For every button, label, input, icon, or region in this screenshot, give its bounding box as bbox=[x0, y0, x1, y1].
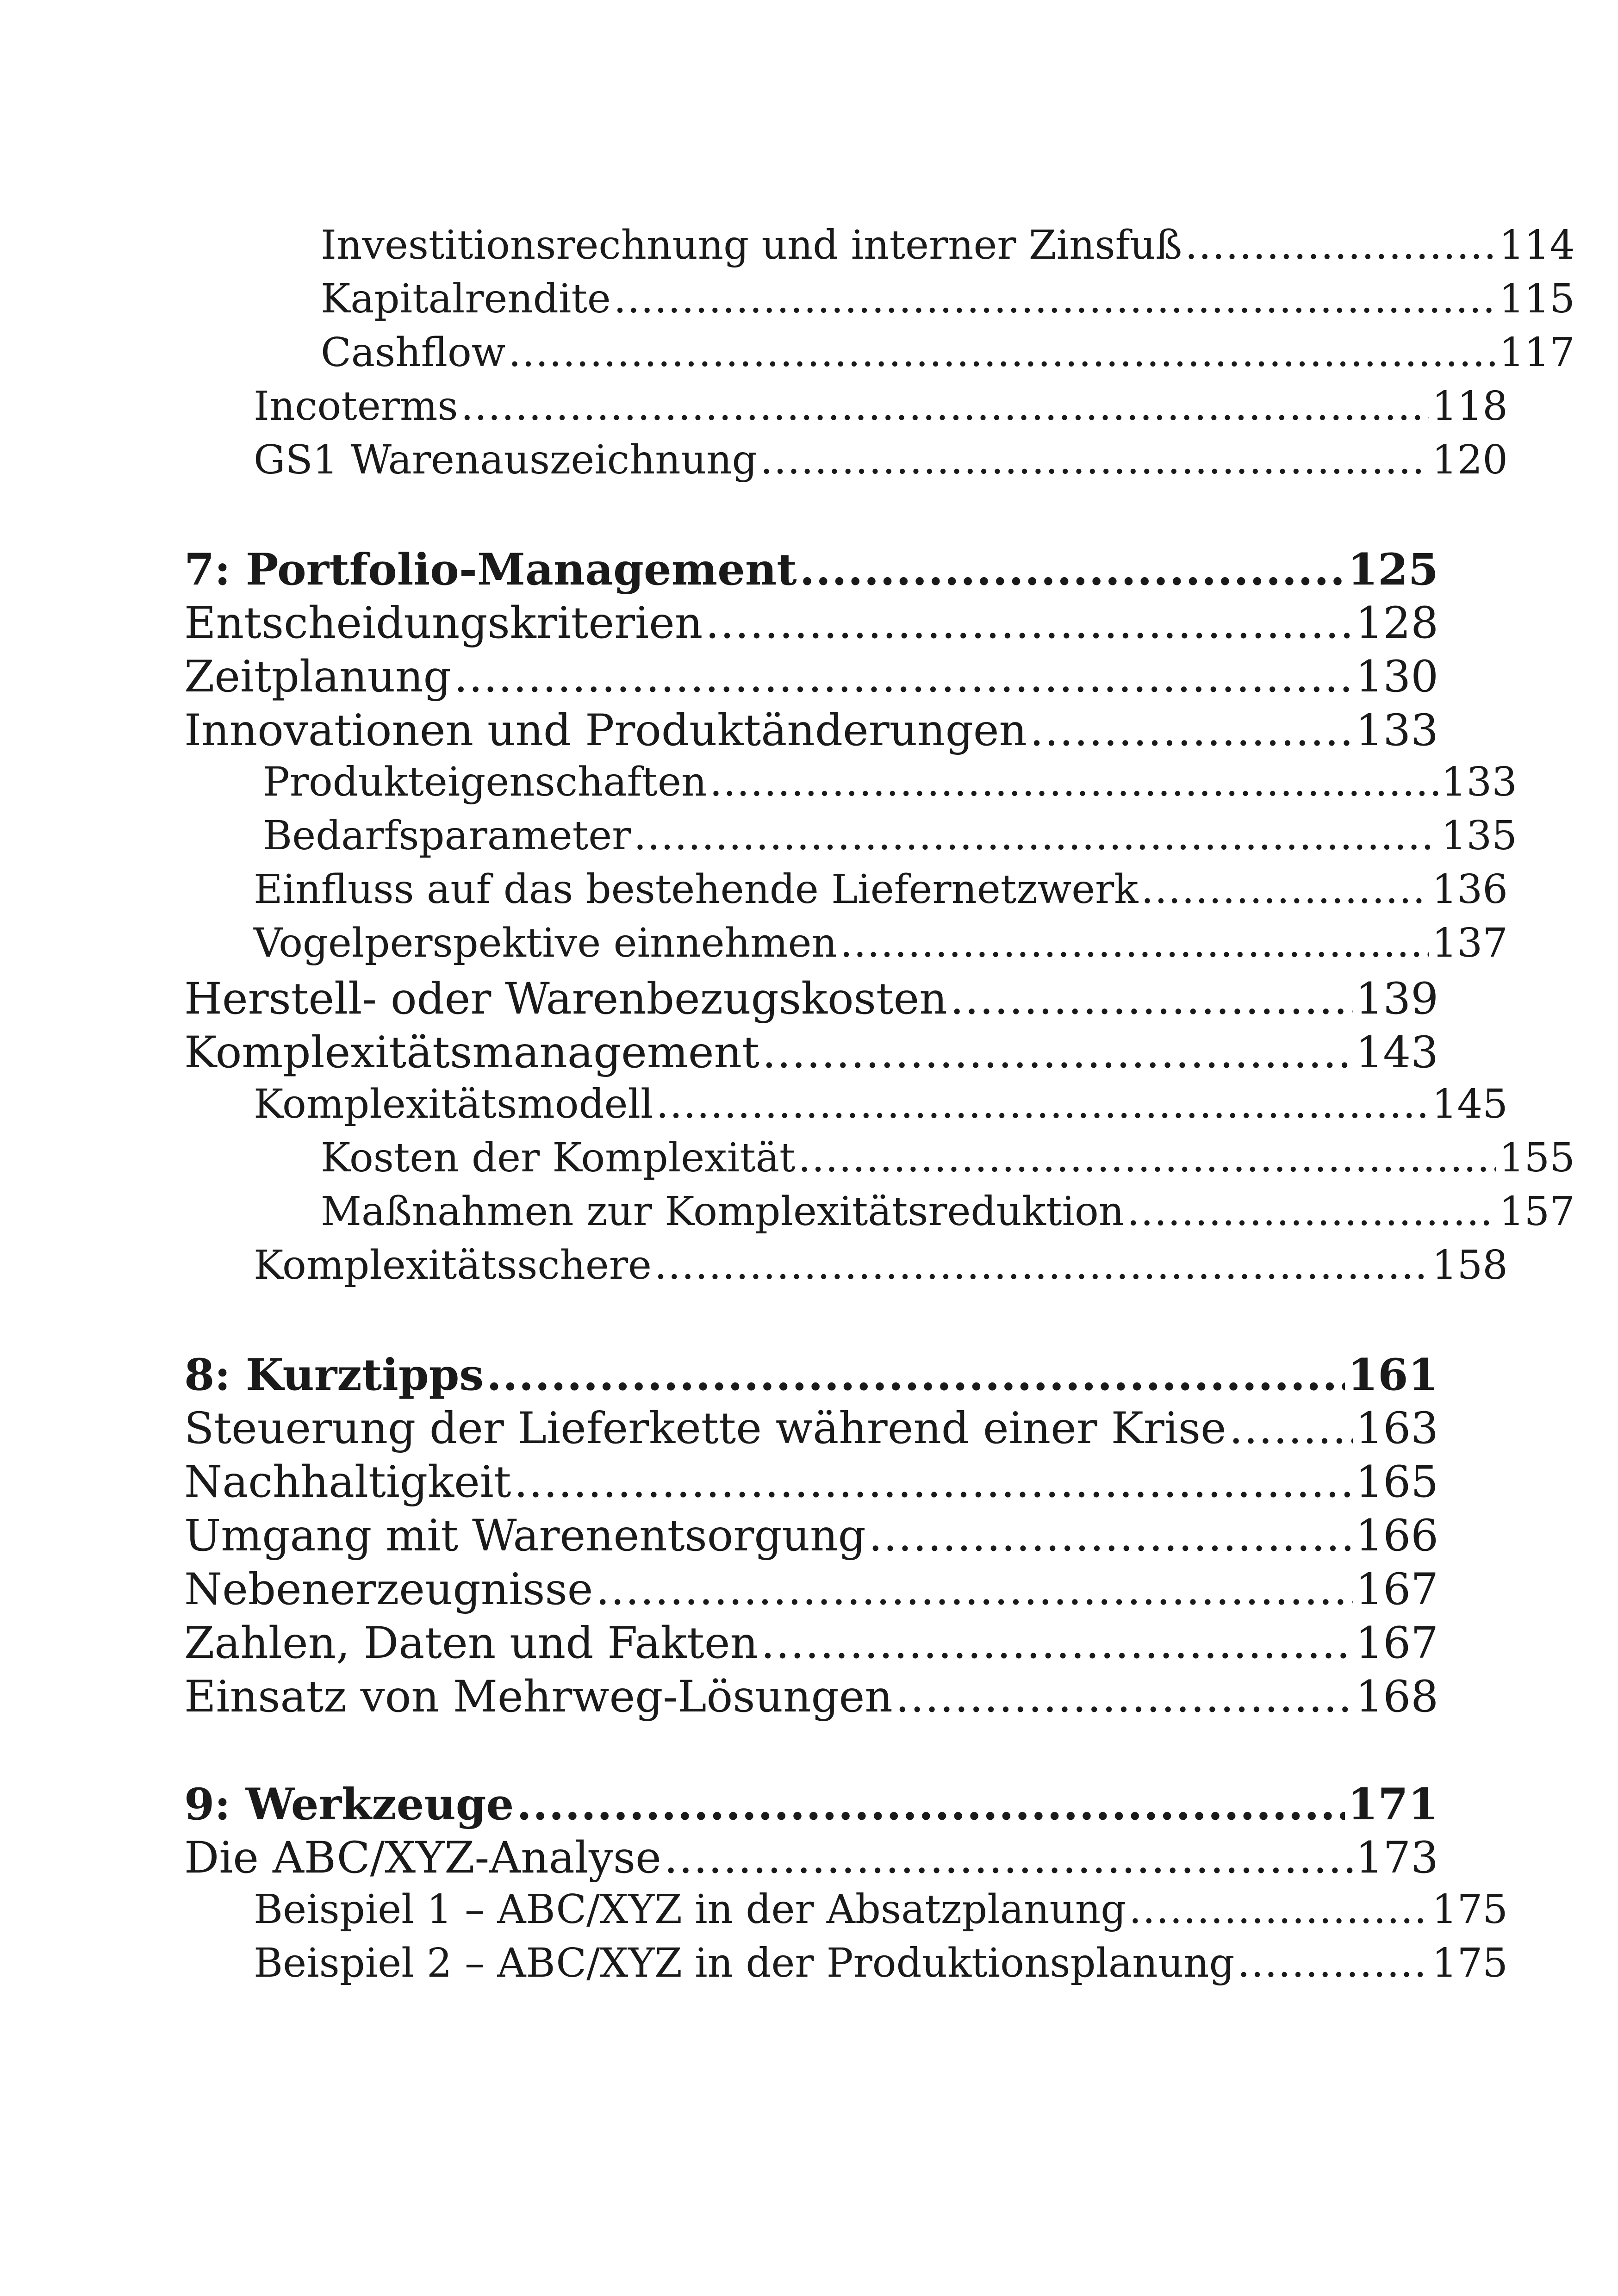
toc-entry-page: 175 bbox=[1431, 1940, 1508, 1986]
toc-entry-title: Incoterms bbox=[254, 383, 458, 429]
toc-entry-title: Vogelperspektive einnehmen bbox=[254, 920, 837, 966]
toc-entry bbox=[184, 1242, 1508, 1296]
toc-entry bbox=[184, 1081, 1508, 1135]
section-gap bbox=[184, 491, 1438, 544]
toc-entry-title: Kosten der Komplexität bbox=[321, 1135, 796, 1181]
toc-chapter bbox=[184, 1350, 1438, 1403]
toc-entry bbox=[184, 759, 1517, 813]
toc-entry-page: 136 bbox=[1431, 866, 1508, 913]
toc-entry-title: 9: Werkzeuge bbox=[184, 1779, 514, 1830]
toc-entry-title: 8: Kurztipps bbox=[184, 1350, 484, 1400]
toc-entry-title: Innovationen und Produktänderungen bbox=[184, 705, 1027, 756]
toc-entry bbox=[184, 866, 1508, 920]
dot-leader bbox=[517, 1779, 1345, 1830]
dot-leader bbox=[1229, 1403, 1353, 1454]
toc-entry bbox=[184, 383, 1508, 437]
dot-leader bbox=[614, 276, 1496, 322]
toc-entry-title: Komplexitätsschere bbox=[254, 1242, 652, 1288]
dot-leader bbox=[1141, 866, 1429, 913]
toc-entry bbox=[184, 1618, 1438, 1672]
toc-entry-page: 114 bbox=[1499, 222, 1575, 268]
section-gap bbox=[184, 1725, 1438, 1779]
toc-entry-page: 171 bbox=[1347, 1779, 1438, 1830]
toc-chapter bbox=[184, 1779, 1438, 1833]
toc-entry-page: 125 bbox=[1347, 544, 1438, 595]
toc-entry-page: 130 bbox=[1355, 652, 1438, 702]
toc-entry-page: 173 bbox=[1355, 1833, 1438, 1883]
toc-entry-title: Beispiel 1 – ABC/XYZ in der Absatzplanung bbox=[254, 1886, 1126, 1933]
dot-leader bbox=[840, 920, 1429, 966]
toc-entry bbox=[184, 1564, 1438, 1618]
toc-entry-page: 158 bbox=[1431, 1242, 1508, 1288]
toc-entry bbox=[184, 1188, 1575, 1242]
toc-entry-title: Einfluss auf das bestehende Liefernetzwerk bbox=[254, 866, 1139, 913]
toc-entry-title: GS1 Warenauszeichnung bbox=[254, 437, 758, 483]
toc-entry-title: Maßnahmen zur Komplexitätsreduktion bbox=[321, 1188, 1125, 1235]
dot-leader bbox=[762, 1027, 1353, 1078]
toc-entry-title: Komplexitätsmanagement bbox=[184, 1027, 759, 1078]
toc-entry-page: 155 bbox=[1499, 1135, 1575, 1181]
toc-entry-title: Steuerung der Lieferkette während einer Krise bbox=[184, 1403, 1226, 1454]
toc-entry bbox=[184, 330, 1575, 383]
toc-entry-title: Nachhaltigkeit bbox=[184, 1457, 511, 1507]
dot-leader bbox=[634, 813, 1438, 859]
dot-leader bbox=[760, 437, 1429, 483]
toc-entry-title: Zeitplanung bbox=[184, 652, 451, 702]
toc-entry-title: Kapitalrendite bbox=[321, 276, 611, 322]
toc-entry-page: 135 bbox=[1441, 813, 1517, 859]
dot-leader bbox=[896, 1672, 1353, 1722]
toc-entry bbox=[184, 1457, 1438, 1511]
dot-leader bbox=[656, 1081, 1429, 1127]
toc-entry bbox=[184, 598, 1438, 652]
toc-entry bbox=[184, 1833, 1438, 1886]
toc-chapter bbox=[184, 544, 1438, 598]
toc-entry-title: Bedarfsparameter bbox=[263, 813, 631, 859]
toc-entry-page: 167 bbox=[1355, 1618, 1438, 1668]
toc-entry-page: 128 bbox=[1355, 598, 1438, 648]
dot-leader bbox=[709, 759, 1438, 805]
toc-entry-page: 117 bbox=[1499, 330, 1575, 376]
toc-entry-page: 115 bbox=[1499, 276, 1575, 322]
toc-entry bbox=[184, 1403, 1438, 1457]
toc-entry bbox=[184, 1511, 1438, 1564]
dot-leader bbox=[514, 1457, 1353, 1507]
dot-leader bbox=[761, 1618, 1353, 1668]
dot-leader bbox=[1238, 1940, 1429, 1986]
toc-entry-page: 143 bbox=[1355, 1027, 1438, 1078]
toc-entry-page: 133 bbox=[1355, 705, 1438, 756]
toc-entry-page: 175 bbox=[1431, 1886, 1508, 1933]
dot-leader bbox=[508, 330, 1496, 376]
toc-entry bbox=[184, 974, 1438, 1027]
toc-entry-title: Einsatz von Mehrweg-Lösungen bbox=[184, 1672, 893, 1722]
dot-leader bbox=[461, 383, 1429, 429]
toc-entry bbox=[184, 1672, 1438, 1725]
table-of-contents bbox=[184, 222, 1575, 1994]
toc-entry bbox=[184, 652, 1438, 705]
toc-entry bbox=[184, 705, 1438, 759]
toc-entry-page: 137 bbox=[1431, 920, 1508, 966]
toc-entry-page: 161 bbox=[1347, 1350, 1438, 1400]
toc-entry-page: 118 bbox=[1431, 383, 1508, 429]
toc-entry-page: 133 bbox=[1441, 759, 1517, 805]
toc-entry-title: Produkteigenschaften bbox=[263, 759, 707, 805]
toc-entry-page: 167 bbox=[1355, 1564, 1438, 1615]
toc-entry bbox=[184, 437, 1508, 491]
toc-entry-title: 7: Portfolio-Management bbox=[184, 544, 797, 595]
toc-entry-title: Herstell- oder Warenbezugskosten bbox=[184, 974, 947, 1024]
dot-leader bbox=[798, 1135, 1496, 1181]
toc-entry-title: Entscheidungskriterien bbox=[184, 598, 703, 648]
toc-entry bbox=[184, 813, 1517, 866]
toc-entry-title: Cashflow bbox=[321, 330, 506, 376]
toc-entry bbox=[184, 1135, 1575, 1188]
toc-entry-title: Umgang mit Warenentsorgung bbox=[184, 1511, 866, 1561]
toc-entry-title: Nebenerzeugnisse bbox=[184, 1564, 593, 1615]
toc-entry bbox=[184, 1886, 1508, 1940]
dot-leader bbox=[950, 974, 1353, 1024]
dot-leader bbox=[454, 652, 1353, 702]
toc-entry-page: 168 bbox=[1355, 1672, 1438, 1722]
toc-entry-page: 120 bbox=[1431, 437, 1508, 483]
toc-entry bbox=[184, 1027, 1438, 1081]
toc-entry-page: 145 bbox=[1431, 1081, 1508, 1127]
toc-entry-title: Komplexitätsmodell bbox=[254, 1081, 653, 1127]
dot-leader bbox=[800, 544, 1345, 595]
dot-leader bbox=[1030, 705, 1353, 756]
dot-leader bbox=[705, 598, 1352, 648]
dot-leader bbox=[596, 1564, 1352, 1615]
toc-entry-title: Die ABC/XYZ-Analyse bbox=[184, 1833, 661, 1883]
dot-leader bbox=[654, 1242, 1429, 1288]
toc-entry-page: 157 bbox=[1499, 1188, 1575, 1235]
toc-entry-page: 139 bbox=[1355, 974, 1438, 1024]
toc-entry-page: 166 bbox=[1355, 1511, 1438, 1561]
toc-entry-title: Zahlen, Daten und Fakten bbox=[184, 1618, 759, 1668]
toc-entry bbox=[184, 920, 1508, 974]
toc-entry bbox=[184, 1940, 1508, 1994]
dot-leader bbox=[664, 1833, 1353, 1883]
toc-entry-page: 165 bbox=[1355, 1457, 1438, 1507]
dot-leader bbox=[1185, 222, 1496, 268]
toc-entry bbox=[184, 276, 1575, 330]
dot-leader bbox=[1129, 1886, 1429, 1933]
toc-entry-title: Investitionsrechnung und interner Zinsfuß bbox=[321, 222, 1182, 268]
dot-leader bbox=[869, 1511, 1353, 1561]
section-gap bbox=[184, 1296, 1438, 1350]
toc-entry-page: 163 bbox=[1355, 1403, 1438, 1454]
toc-entry-title: Beispiel 2 – ABC/XYZ in der Produktionsplanung bbox=[254, 1940, 1235, 1986]
toc-entry bbox=[184, 222, 1575, 276]
dot-leader bbox=[486, 1350, 1345, 1400]
dot-leader bbox=[1127, 1188, 1496, 1235]
